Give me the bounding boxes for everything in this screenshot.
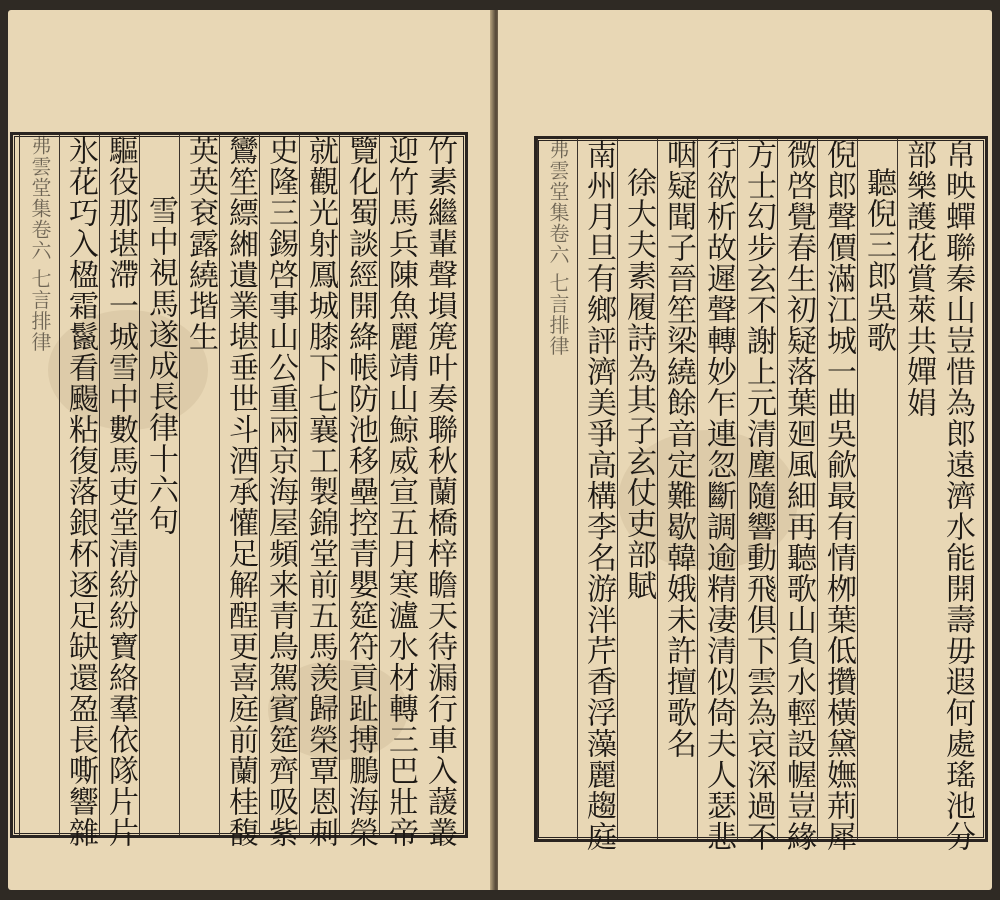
text-column <box>577 139 618 852</box>
block-center-column <box>19 135 60 835</box>
text-column <box>179 135 220 835</box>
column-text: 倪郎聲價滿江城一曲吳歈最有情栁葉低攢橫黛嫵荊犀 <box>821 139 856 852</box>
poem-title: 雪中視馬遂成長律十六句 <box>143 195 178 536</box>
poem-title: 徐大夫素履詩為其子玄仗吏部賦 <box>621 167 656 601</box>
text-column <box>897 139 938 839</box>
column-text: 部樂護花賞萊共嬋娟 <box>901 139 936 418</box>
text-column <box>299 135 340 848</box>
column-text: 就觀光射鳳城膝下七襄工製錦堂前五馬羡歸榮覃恩刺 <box>303 135 338 848</box>
text-column <box>937 139 977 852</box>
text-column <box>777 139 818 852</box>
text-column <box>617 139 658 839</box>
text-column <box>139 135 180 835</box>
text-column <box>59 135 100 848</box>
column-text: 氷花巧入楹霜鬣看颺粘復落銀杯逐足缺還盈長嘶響雜 <box>63 135 98 848</box>
column-text: 方士幻步玄不謝上元清塵隨響動飛俱下雲為哀深過不 <box>741 139 776 852</box>
column-text: 竹素繼輩聲塤箎叶奏聯秋蘭橋梓瞻天待漏行車入蘐叢 <box>422 135 457 848</box>
text-column <box>857 139 898 839</box>
poem-title: 聽倪三郎吳歌 <box>861 167 896 353</box>
text-column <box>379 135 420 848</box>
text-column <box>697 139 738 852</box>
left-text-frame <box>10 132 468 848</box>
text-column <box>259 135 300 848</box>
column-text: 微啓覺春生初疑落葉廻風細再聽歌山負水輕設幄豈緣 <box>781 139 816 852</box>
block-center-text: 弗雲堂集卷六 七言排律 <box>28 135 52 353</box>
column-text: 覽化蜀談經開絳帳防池移壘控青嬰筵符貢趾搏鵬海榮 <box>343 135 378 848</box>
column-text: 咽疑聞子晉笙梁繞餘音定難歇韓娥未許擅歌名 <box>661 139 696 759</box>
text-column <box>817 139 858 852</box>
left-page <box>8 10 494 890</box>
column-text: 行欲析故遲聲轉妙乍連忽斷調逾精凄清似倚夫人瑟悲 <box>701 139 736 852</box>
text-column <box>657 139 698 839</box>
block-center-column <box>537 139 578 839</box>
column-text: 驅役那堪滯一城雪中數馬吏堂清紛紛寶絡羣依隊片片 <box>103 135 138 848</box>
text-column <box>737 139 778 852</box>
text-column <box>99 135 140 848</box>
column-text: 南州月旦有鄉評濟美爭高構李名游泮芹香浮藻麗趨庭 <box>581 139 616 852</box>
column-text: 迎竹馬兵陳魚麗靖山鯨威宣五月寒瀘水材轉三巴壯帝 <box>383 135 418 848</box>
column-text: 史隆三錫啓事山公重兩京海屋頻来青鳥駕賓筵齊吸紫 <box>263 135 298 848</box>
right-text-frame <box>534 136 988 852</box>
text-column <box>219 135 260 848</box>
block-center-text: 弗雲堂集卷六 七言排律 <box>546 139 570 357</box>
column-text: 鸞笙縹緗遺業堪垂世斗酒承懽足解酲更喜庭前蘭桂馥 <box>223 135 258 848</box>
right-page <box>498 10 992 890</box>
column-text: 帛映蟬聯秦山豈惜為郎遠濟水能開壽毋遐何處瑤池分 <box>940 139 975 852</box>
text-column <box>419 135 459 848</box>
text-column <box>339 135 380 848</box>
column-text: 英英袞露繞堦生 <box>183 135 218 352</box>
